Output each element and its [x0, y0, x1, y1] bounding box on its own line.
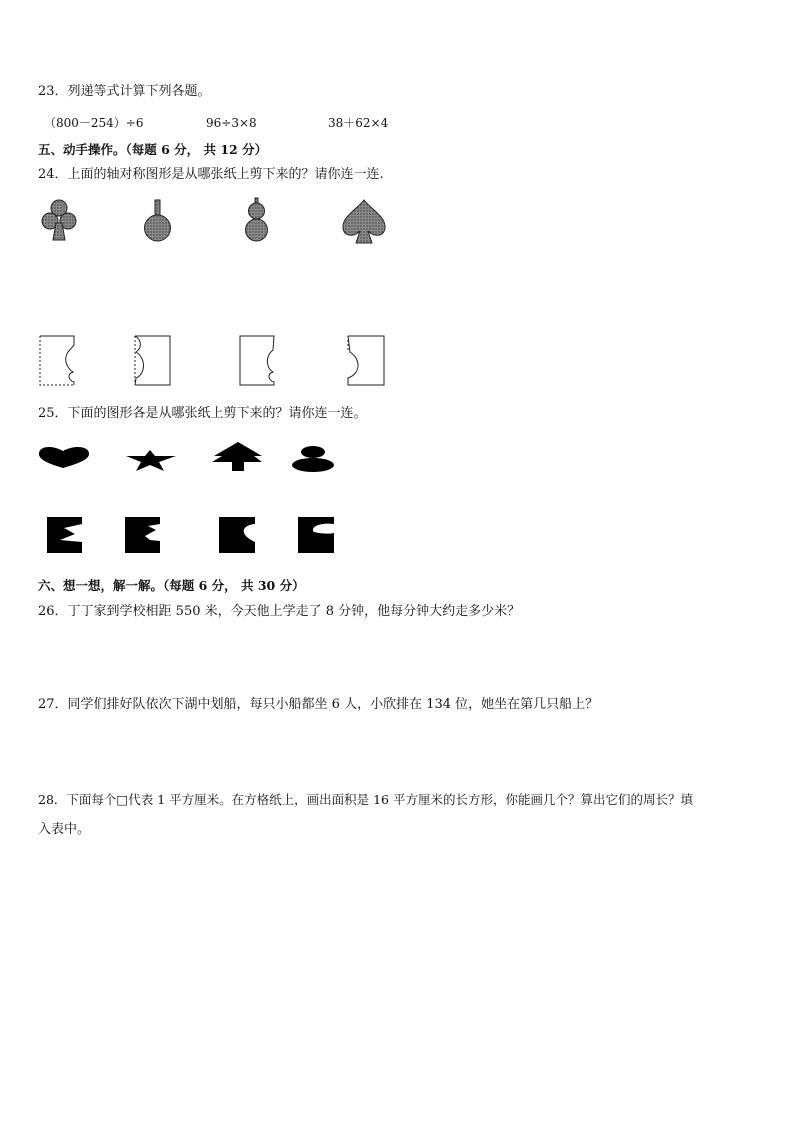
- gourd-shape-icon: [246, 198, 268, 241]
- question-24-text: 24．上面的轴对称图形是从哪张纸上剪下来的？请你连一连.: [38, 167, 384, 182]
- question-28-text-line2: 入表中。: [38, 822, 91, 837]
- cut-paper-d-icon: [298, 517, 334, 553]
- expression-3: 38＋62×4: [328, 116, 389, 130]
- folded-paper-c-icon: [240, 336, 274, 385]
- q24-shapes-row: [30, 195, 400, 255]
- cut-paper-b-icon: [125, 517, 160, 553]
- cut-paper-c-icon: [219, 517, 255, 553]
- question-25-text: 25．下面的图形各是从哪张纸上剪下来的？请你连一连。: [38, 406, 367, 421]
- question-28-text-line1: 28．下面每个□代表 1 平方厘米。在方格纸上，画出面积是 16 平方厘米的长方形，你能画几个？算出它们的周长？填: [38, 792, 693, 807]
- q25-papers-row: [30, 512, 350, 557]
- expression-2: 96÷3×8: [206, 116, 257, 130]
- heart-shape-icon: [39, 447, 89, 468]
- expression-1: （800－254）÷6: [44, 116, 144, 130]
- q25-shapes-row: [30, 438, 350, 478]
- spade-shape-icon: [343, 200, 385, 243]
- club-shape-icon: [42, 200, 76, 240]
- folded-paper-a-icon: [40, 336, 74, 385]
- folded-paper-d-icon: [348, 336, 384, 385]
- cut-paper-a-icon: [47, 517, 82, 553]
- section-5-heading: 五、动手操作。（每题 6 分， 共 12 分）: [38, 142, 268, 157]
- folded-paper-b-icon: [135, 336, 170, 385]
- q24-papers-row: [30, 330, 400, 392]
- question-26-text: 26．丁丁家到学校相距 550 米，今天他上学走了 8 分钟，他每分钟大约走多少米？: [38, 604, 521, 619]
- question-27-text: 27．同学们排好队依次下湖中划船，每只小船都坐 6 人，小欣排在 134 位，她坐在第几只船上？: [38, 697, 599, 712]
- question-23-title: 23．列递等式计算下列各题。: [38, 84, 211, 99]
- tree-shape-icon: [212, 442, 262, 471]
- mallet-shape-icon: [145, 200, 171, 241]
- gourd-lying-shape-icon: [292, 446, 334, 472]
- star-shape-icon: [126, 450, 176, 471]
- section-6-heading: 六、想一想，解一解。（每题 6 分， 共 30 分）: [38, 578, 305, 593]
